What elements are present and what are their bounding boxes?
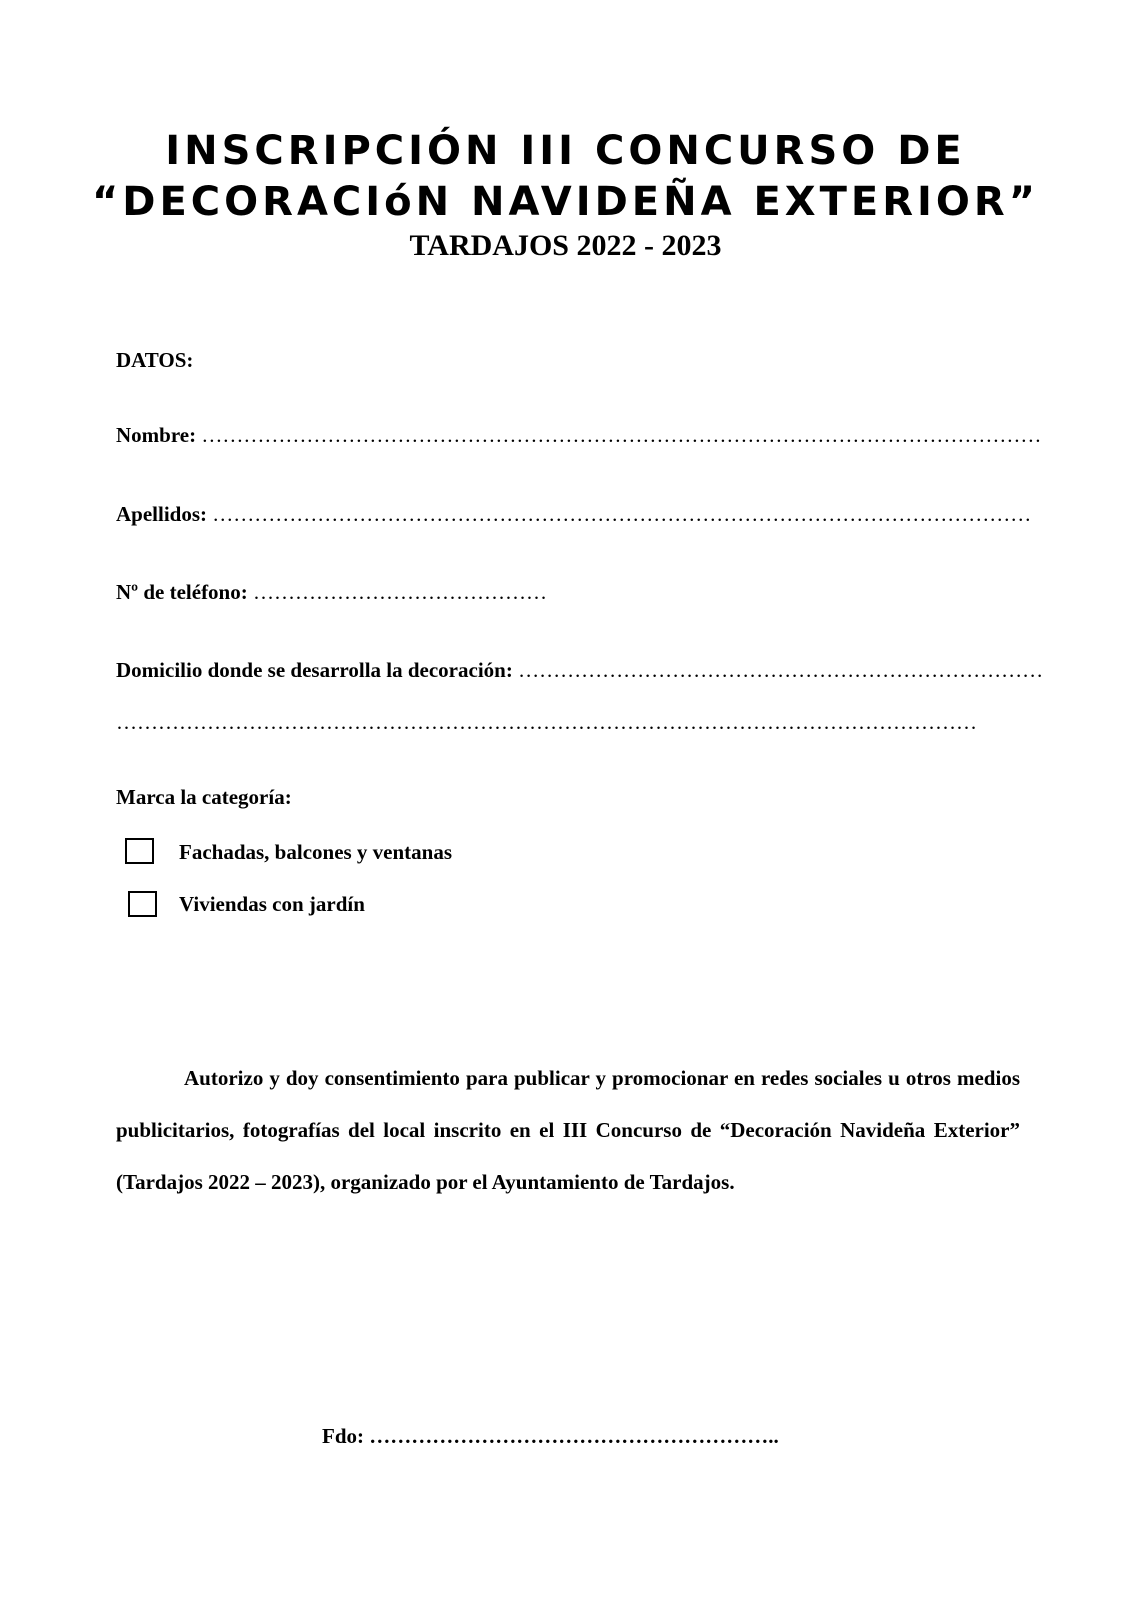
title-line-1: INSCRIPCIÓN III CONCURSO DE (165, 128, 966, 174)
domicilio-dotted-line[interactable]: ………………………………………………………………… (518, 658, 1044, 682)
category-label-viviendas: Viviendas con jardín (179, 892, 365, 916)
signature-dotted-line[interactable]: ………………………………………………….. (369, 1424, 779, 1448)
section-label-datos: DATOS: (116, 348, 194, 372)
apellidos-dotted-line[interactable]: ……………………………………………………………………………………………………… (212, 502, 1032, 526)
nombre-field[interactable] (116, 423, 1041, 448)
apellidos-label: Apellidos: (116, 502, 208, 526)
telefono-dotted-line[interactable]: …………………………………… (252, 580, 547, 604)
telefono-label: Nº de teléfono: (116, 580, 248, 604)
signature-label: Fdo: (322, 1424, 364, 1448)
domicilio-dotted-line-2[interactable]: …………………………………………………………………………………………………………… (116, 710, 977, 734)
signature-line[interactable] (322, 1424, 779, 1449)
telefono-field[interactable] (116, 580, 547, 605)
subtitle: TARDAJOS 2022 - 2023 (409, 229, 722, 262)
domicilio-field[interactable] (116, 658, 1043, 683)
checkbox-fachadas[interactable] (125, 838, 154, 864)
categoria-label: Marca la categoría: (116, 785, 292, 809)
nombre-dotted-line[interactable]: ………………………………………………………………………………………………………… (201, 423, 1042, 447)
consent-paragraph: Autorizo y doy consentimiento para publicar y promocionar en redes sociales u otros medios publicitarios, fotografías del local inscrito en el III Concurso de “Decoración Navideña Exterior” (Tardajos 2022 – 2023), organizado por el Ayuntamiento de Tardajos. (116, 1066, 1020, 1194)
nombre-label: Nombre: (116, 423, 197, 447)
category-label-fachadas: Fachadas, balcones y ventanas (179, 840, 453, 864)
title-line-2: “DECORACIóN NAVIDEÑA EXTERIOR” (91, 179, 1040, 225)
checkbox-viviendas[interactable] (128, 891, 157, 917)
apellidos-field[interactable] (116, 502, 1031, 527)
domicilio-label: Domicilio donde se desarrolla la decoración: (116, 658, 513, 682)
